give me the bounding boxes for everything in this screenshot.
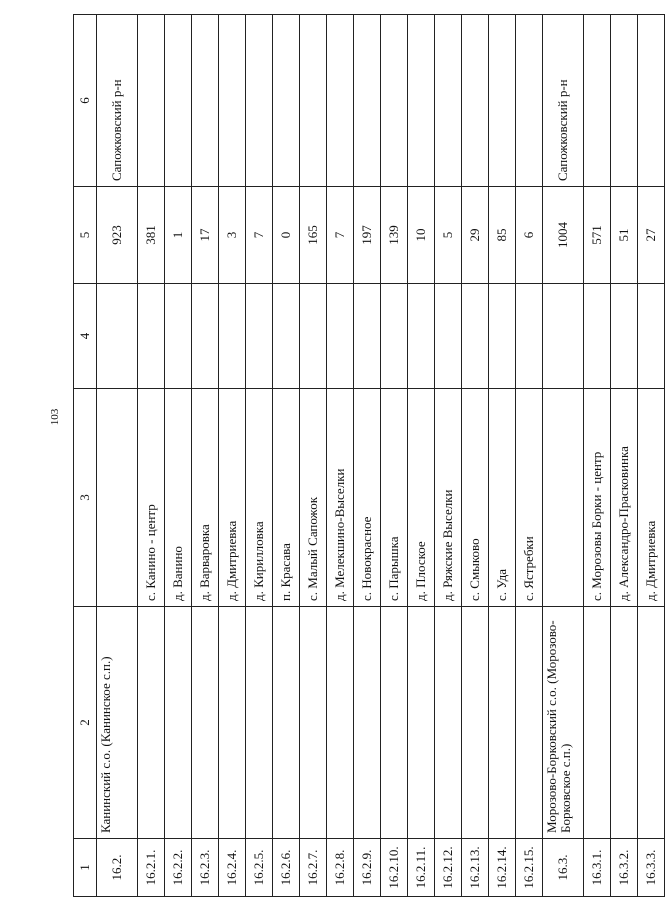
- column-4-cell: [192, 284, 219, 389]
- column-4-cell: [408, 284, 435, 389]
- header-cell-5: 5: [74, 187, 97, 284]
- district-cell: [435, 15, 462, 187]
- settlement-name-cell: д. Александро-Прасковинка: [611, 389, 638, 607]
- population-cell: 85: [489, 187, 516, 284]
- header-cell-2: 2: [74, 607, 97, 839]
- column-4-cell: [489, 284, 516, 389]
- settlement-name-cell: д. Кирилловка: [246, 389, 273, 607]
- column-4-cell: [246, 284, 273, 389]
- row-number-cell: 16.3.1.: [584, 839, 611, 897]
- council-name-cell: [327, 607, 354, 839]
- column-4-cell: [638, 284, 665, 389]
- district-cell: [381, 15, 408, 187]
- district-cell: [462, 15, 489, 187]
- table-row: [435, 15, 462, 897]
- row-number-cell: 16.2.5.: [246, 839, 273, 897]
- settlement-name-cell: п. Красава: [273, 389, 300, 607]
- council-name-cell: [354, 607, 381, 839]
- header-cell-1: 1: [74, 839, 97, 897]
- council-name-cell: [165, 607, 192, 839]
- column-4-cell: [584, 284, 611, 389]
- column-4-cell: [165, 284, 192, 389]
- population-cell: 6: [516, 187, 543, 284]
- table-group-row: [97, 15, 138, 897]
- table-header-row: [74, 15, 97, 897]
- table-row: [611, 15, 638, 897]
- district-cell: [611, 15, 638, 187]
- settlement-name-cell: с. Смыково: [462, 389, 489, 607]
- row-number-cell: 16.2.6.: [273, 839, 300, 897]
- row-number-cell: 16.2.10.: [381, 839, 408, 897]
- settlement-name-cell: д. Мелекшино-Выселки: [327, 389, 354, 607]
- table-row: [327, 15, 354, 897]
- table-group-row: [543, 15, 584, 897]
- population-cell: 29: [462, 187, 489, 284]
- council-name-cell: [408, 607, 435, 839]
- council-name-cell: [192, 607, 219, 839]
- population-cell: 7: [327, 187, 354, 284]
- settlement-name-cell: с. Парышка: [381, 389, 408, 607]
- population-cell: 27: [638, 187, 665, 284]
- population-cell: 571: [584, 187, 611, 284]
- population-cell: 139: [381, 187, 408, 284]
- column-4-cell: [327, 284, 354, 389]
- population-cell: 51: [611, 187, 638, 284]
- population-cell: 5: [435, 187, 462, 284]
- column-4-cell: [273, 284, 300, 389]
- council-name-cell: [246, 607, 273, 839]
- settlement-name-cell: [543, 389, 584, 607]
- table-row: [246, 15, 273, 897]
- column-4-cell: [462, 284, 489, 389]
- settlement-name-cell: [97, 389, 138, 607]
- settlement-name-cell: с. Ястребки: [516, 389, 543, 607]
- table-row: [165, 15, 192, 897]
- row-number-cell: 16.3.: [543, 839, 584, 897]
- district-cell: [584, 15, 611, 187]
- column-4-cell: [219, 284, 246, 389]
- table-row: [138, 15, 165, 897]
- header-cell-4: 4: [74, 284, 97, 389]
- column-4-cell: [300, 284, 327, 389]
- population-cell: 1: [165, 187, 192, 284]
- row-number-cell: 16.2.14.: [489, 839, 516, 897]
- population-cell: 10: [408, 187, 435, 284]
- row-number-cell: 16.2.11.: [408, 839, 435, 897]
- table-row: [273, 15, 300, 897]
- council-name-cell: [516, 607, 543, 839]
- row-number-cell: 16.2.2.: [165, 839, 192, 897]
- row-number-cell: 16.2.9.: [354, 839, 381, 897]
- column-4-cell: [354, 284, 381, 389]
- page-number: 103: [49, 408, 61, 426]
- district-cell: [638, 15, 665, 187]
- district-cell: [354, 15, 381, 187]
- settlement-name-cell: д. Дмитриевка: [219, 389, 246, 607]
- row-number-cell: 16.2.15.: [516, 839, 543, 897]
- population-cell: 165: [300, 187, 327, 284]
- column-4-cell: [97, 284, 138, 389]
- row-number-cell: 16.2.4.: [219, 839, 246, 897]
- council-name-cell: [381, 607, 408, 839]
- table-row: [584, 15, 611, 897]
- column-4-cell: [543, 284, 584, 389]
- settlement-name-cell: с. Уда: [489, 389, 516, 607]
- row-number-cell: 16.2.7.: [300, 839, 327, 897]
- column-4-cell: [516, 284, 543, 389]
- council-name-cell: [611, 607, 638, 839]
- population-cell: 197: [354, 187, 381, 284]
- rotated-table-container: [73, 0, 658, 897]
- district-cell: [165, 15, 192, 187]
- settlement-name-cell: с. Морозовы Борки - центр: [584, 389, 611, 607]
- settlement-name-cell: д. Ванино: [165, 389, 192, 607]
- settlement-name-cell: с. Малый Сапожок: [300, 389, 327, 607]
- district-cell: Сапожковский р-н: [543, 15, 584, 187]
- district-cell: [138, 15, 165, 187]
- council-name-cell: [489, 607, 516, 839]
- header-cell-6: 6: [74, 15, 97, 187]
- council-name-cell: [300, 607, 327, 839]
- settlement-name-cell: д. Варваровка: [192, 389, 219, 607]
- table-row: [219, 15, 246, 897]
- council-name-cell: [584, 607, 611, 839]
- district-cell: [273, 15, 300, 187]
- header-cell-3: 3: [74, 389, 97, 607]
- settlement-name-cell: с. Канино - центр: [138, 389, 165, 607]
- table-row: [381, 15, 408, 897]
- table-row: [516, 15, 543, 897]
- table-row: [638, 15, 665, 897]
- table-row: [300, 15, 327, 897]
- council-name-cell: [219, 607, 246, 839]
- row-number-cell: 16.2.1.: [138, 839, 165, 897]
- district-cell: Сапожковский р-н: [97, 15, 138, 187]
- district-cell: [489, 15, 516, 187]
- column-4-cell: [435, 284, 462, 389]
- council-name-cell: [462, 607, 489, 839]
- settlement-name-cell: д. Ряжские Выселки: [435, 389, 462, 607]
- column-4-cell: [381, 284, 408, 389]
- population-cell: 923: [97, 187, 138, 284]
- council-name-cell: [435, 607, 462, 839]
- district-cell: [300, 15, 327, 187]
- row-number-cell: 16.3.2.: [611, 839, 638, 897]
- table-body: [74, 15, 665, 897]
- column-4-cell: [138, 284, 165, 389]
- row-number-cell: 16.3.3.: [638, 839, 665, 897]
- district-cell: [192, 15, 219, 187]
- column-4-cell: [611, 284, 638, 389]
- table-row: [192, 15, 219, 897]
- population-cell: 1004: [543, 187, 584, 284]
- district-cell: [219, 15, 246, 187]
- settlement-name-cell: с. Новокрасное: [354, 389, 381, 607]
- district-cell: [408, 15, 435, 187]
- table-row: [462, 15, 489, 897]
- council-name-cell: Канинский с.о. (Канинское с.п.): [97, 607, 138, 839]
- settlements-table: [73, 14, 665, 897]
- council-name-cell: [273, 607, 300, 839]
- council-name-cell: Морозово-Борковский с.о. (Морозово-Борковское с.п.): [543, 607, 584, 839]
- row-number-cell: 16.2.12.: [435, 839, 462, 897]
- row-number-cell: 16.2.13.: [462, 839, 489, 897]
- district-cell: [246, 15, 273, 187]
- population-cell: 0: [273, 187, 300, 284]
- settlement-name-cell: д. Дмитриевка: [638, 389, 665, 607]
- council-name-cell: [138, 607, 165, 839]
- population-cell: 3: [219, 187, 246, 284]
- council-name-cell: [638, 607, 665, 839]
- table-row: [354, 15, 381, 897]
- district-cell: [516, 15, 543, 187]
- row-number-cell: 16.2.: [97, 839, 138, 897]
- population-cell: 7: [246, 187, 273, 284]
- population-cell: 17: [192, 187, 219, 284]
- population-cell: 381: [138, 187, 165, 284]
- district-cell: [327, 15, 354, 187]
- table-row: [408, 15, 435, 897]
- settlement-name-cell: д. Плоское: [408, 389, 435, 607]
- row-number-cell: 16.2.8.: [327, 839, 354, 897]
- table-row: [489, 15, 516, 897]
- row-number-cell: 16.2.3.: [192, 839, 219, 897]
